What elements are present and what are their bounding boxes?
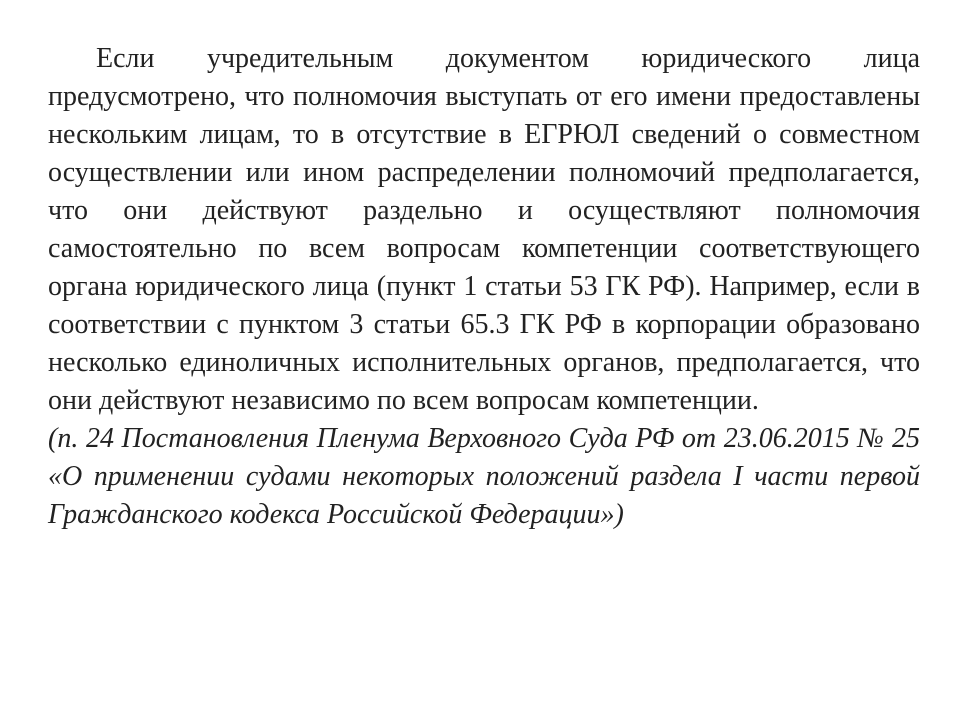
citation-paragraph: (п. 24 Постановления Пленума Верховного Суда РФ от 23.06.2015 № 25 «О применении судами некоторых положений раздела I части первой Гражданского кодекса Российской Федерации») bbox=[48, 423, 920, 530]
main-paragraph: Если учредительным документом юридического лица предусмотрено, что полномочия выступать от его имени предоставлены нескольким лицам, то в отсутствие в ЕГРЮЛ сведений о совместном осуществлении или ином распределении полномочий предполагается, что они действуют раздельно и осуществляют полномочия самостоятельно по всем вопросам компетенции соответствующего органа юридического лица (пункт 1 статьи 53 ГК РФ). Например, если в соответствии с пунктом 3 статьи 65.3 ГК РФ в корпорации образовано несколько единоличных исполнительных органов, предполагается, что они действуют независимо по всем вопросам компетенции. bbox=[48, 43, 920, 416]
